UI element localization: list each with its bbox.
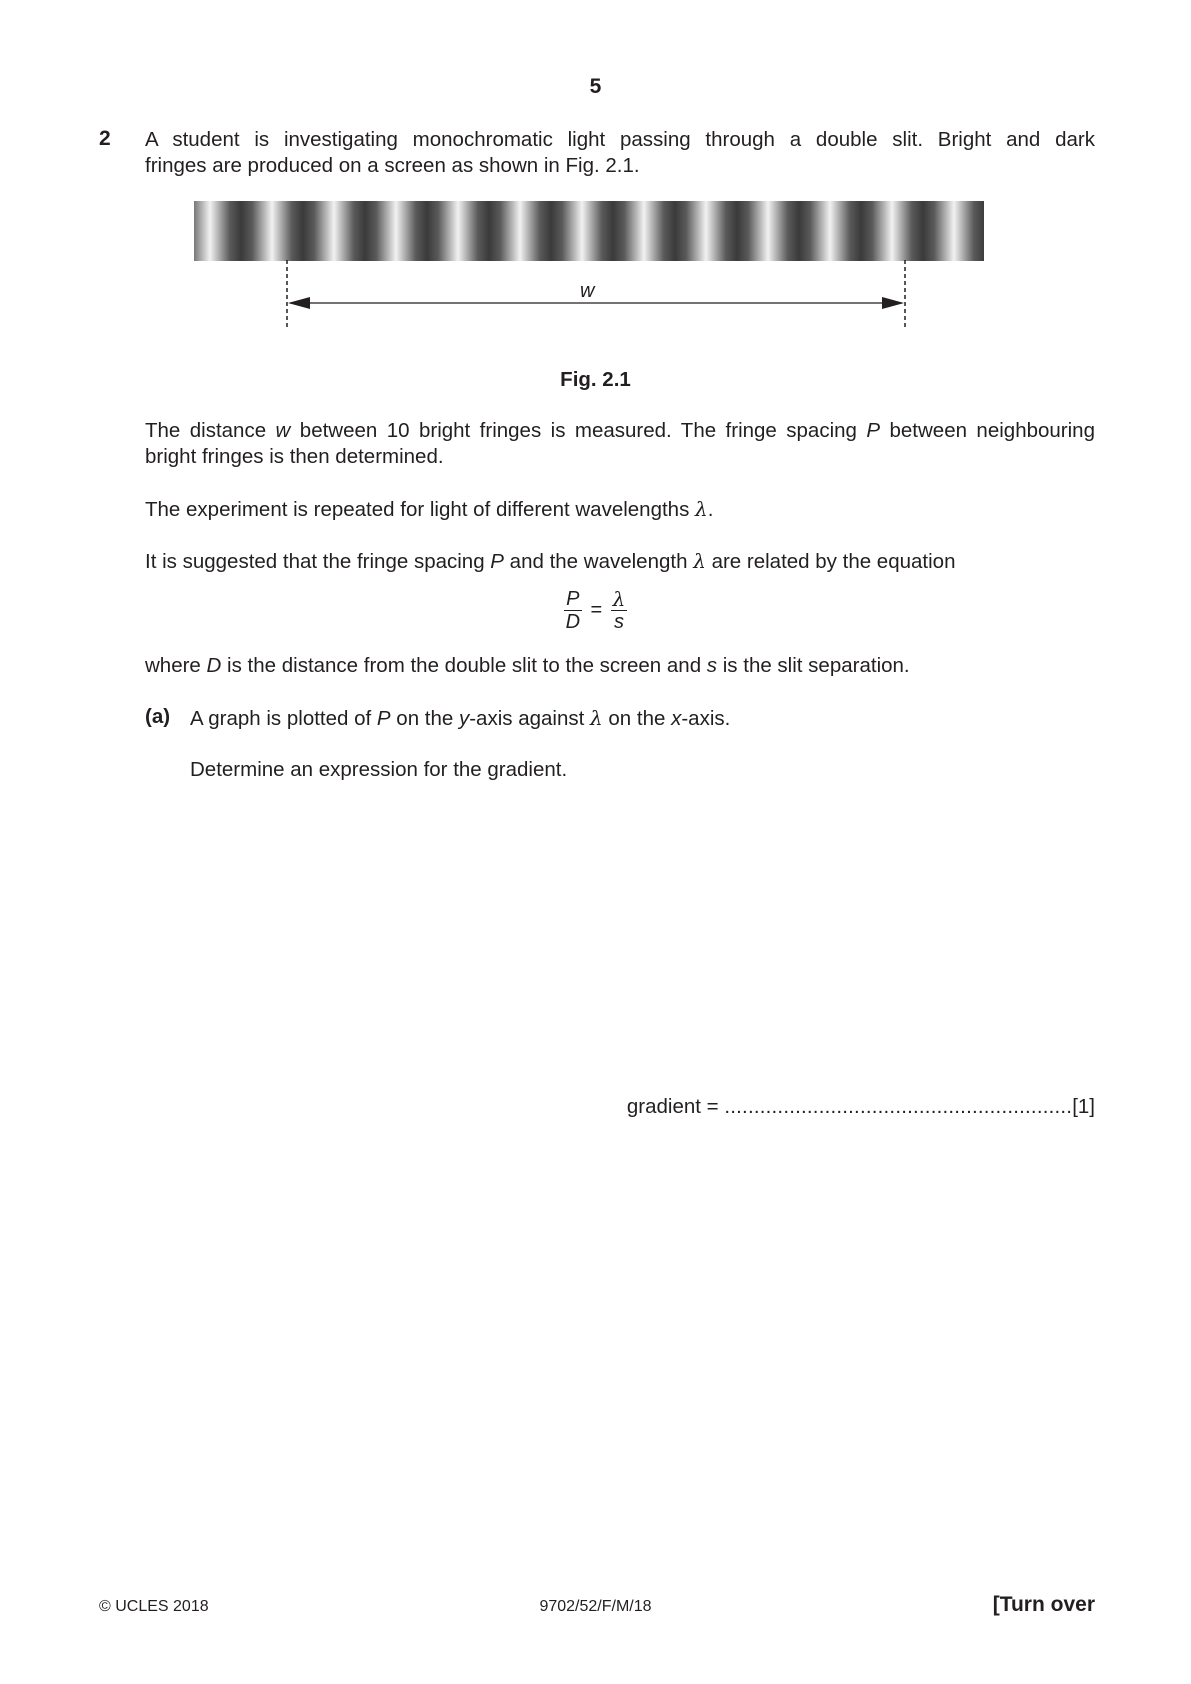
text: between neighbouring [880, 419, 1095, 442]
fraction-rhs [611, 588, 628, 633]
text: is the slit separation. [717, 654, 910, 677]
marks: [1] [1072, 1095, 1095, 1118]
symbol-s: s [706, 654, 718, 677]
text: -axis. [681, 707, 731, 730]
part-a-label: (a) [145, 705, 171, 728]
text: It is suggested that the fringe spacing [145, 550, 491, 573]
paragraph-1-line-1 [145, 418, 1095, 444]
symbol-P: P [376, 707, 391, 730]
gradient-answer-line[interactable] [627, 1095, 1095, 1119]
symbol-lambda: λ [590, 706, 603, 730]
symbol-lambda: λ [693, 549, 706, 573]
fraction-lhs [564, 588, 582, 633]
text: where [145, 654, 207, 677]
text: are related by the equation [705, 550, 956, 573]
text: on the [390, 707, 459, 730]
symbol-x: x [671, 707, 682, 730]
numerator-P: P [564, 588, 582, 611]
text: The experiment is repeated for light of different wavelengths [145, 498, 696, 521]
equation [0, 588, 1191, 633]
symbol-y: y [458, 707, 470, 730]
turn-over-label: [Turn over [992, 1593, 1095, 1616]
text: . [707, 498, 714, 521]
footer-copyright: © UCLES 2018 [99, 1598, 209, 1615]
text: -axis against [469, 707, 591, 730]
denominator-D: D [565, 611, 581, 633]
gradient-label: gradient = [626, 1095, 725, 1118]
denominator-s: s [614, 611, 625, 633]
answer-space[interactable]: ........................................................... [724, 1095, 1073, 1118]
question-intro-line-2: fringes are produced on a screen as shown in Fig. 2.1. [145, 154, 640, 177]
text: on the [602, 707, 672, 730]
paragraph-4 [145, 653, 1095, 679]
text: is the distance from the double slit to the screen and [221, 654, 707, 677]
symbol-P: P [490, 550, 504, 573]
paragraph-1-line-2: bright fringes is then determined. [145, 445, 444, 468]
part-a-line-1 [190, 705, 730, 732]
symbol-w: w [275, 419, 291, 442]
paragraph-3 [145, 548, 1095, 575]
figure-caption: Fig. 2.1 [560, 368, 631, 391]
right-arrowhead [882, 297, 904, 309]
text: and the wavelength [503, 550, 694, 573]
dimension-label-w: w [580, 280, 595, 302]
question-intro-line-1: A student is investigating monochromatic light passing through a double slit. Bright and dark [145, 128, 1095, 151]
width-dimension [280, 260, 910, 330]
numerator-lambda: λ [612, 587, 626, 611]
question-number: 2 [99, 127, 111, 150]
symbol-D: D [206, 654, 222, 677]
paragraph-2 [145, 496, 1095, 523]
text: between 10 bright fringes is measured. The fringe spacing [290, 419, 867, 442]
text: A graph is plotted of [190, 707, 377, 730]
equals-sign: = [590, 599, 603, 621]
fringe-pattern [194, 201, 999, 261]
symbol-P: P [866, 419, 881, 442]
left-arrowhead [288, 297, 310, 309]
part-a-line-2: Determine an expression for the gradient. [190, 758, 568, 781]
text: The distance [145, 419, 276, 442]
symbol-lambda: λ [695, 497, 708, 521]
footer-paper-code: 9702/52/F/M/18 [539, 1598, 652, 1615]
page-number: 5 [589, 75, 602, 98]
